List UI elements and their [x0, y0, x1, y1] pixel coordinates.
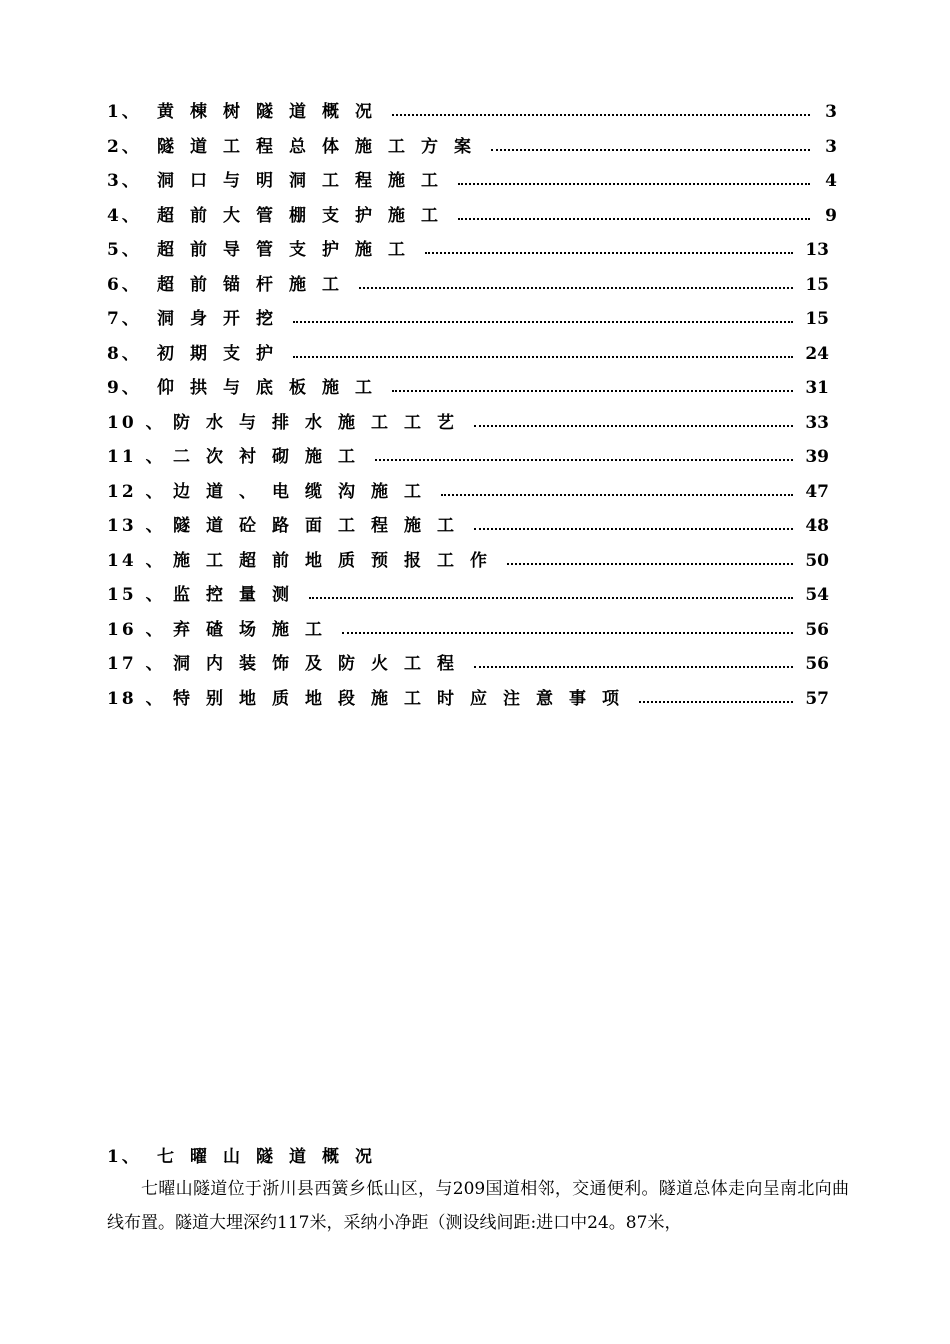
toc-entry-page: 24: [805, 343, 829, 364]
toc-leader-dots: [293, 321, 793, 323]
body-text: 七曜山隧道位于浙川县西簧乡低山区，与209国道相邻，交通便利。隧道总体走向呈南北向曲线布置。隧道大埋深约117米，采纳小净距（测设线间距:进口中24。87米，: [107, 1179, 849, 1233]
toc-entry-page: 13: [805, 240, 829, 260]
toc-entry-number: 1、: [107, 102, 142, 122]
toc-entry-number: 17 、: [107, 654, 166, 674]
toc-entry-page: 9: [825, 205, 837, 226]
toc-entry-number: 12 、: [107, 481, 166, 502]
section-heading: [107, 1140, 388, 1174]
toc-leader-dots: [425, 252, 793, 254]
toc-entry-page: 56: [805, 619, 829, 640]
toc-entry-page: 15: [805, 274, 829, 295]
toc-leader-dots: [392, 114, 810, 116]
toc-entry-number: 15 、: [107, 585, 166, 605]
toc-leader-dots: [392, 390, 793, 392]
toc-leader-dots: [458, 183, 810, 185]
toc-leader-dots: [309, 597, 793, 599]
toc-entry-title: 施工超前地质预报工作: [173, 550, 503, 571]
toc-entry-page: 33: [805, 412, 829, 433]
toc-leader-dots: [458, 218, 810, 220]
toc-entry-title: 仰拱与底板施工: [157, 378, 388, 398]
toc-entry-title: 初期支护: [157, 343, 289, 364]
toc-entry-title: 监控量测: [173, 585, 305, 605]
toc-entry-title: 超前锚杆施工: [157, 274, 355, 295]
toc-entry-title: 隧道砼路面工程施工: [173, 516, 470, 536]
toc-entry-number: 5、: [107, 240, 142, 260]
toc-entry-title: 二次衬砌施工: [173, 447, 371, 467]
toc-entry-number: 11 、: [107, 447, 166, 467]
toc-leader-dots: [359, 287, 793, 289]
toc-entry-number: 16 、: [107, 619, 166, 640]
toc-entry-page: 39: [805, 447, 829, 467]
toc-entry-number: 6、: [107, 274, 142, 295]
toc-entry-title: 弃碴场施工: [173, 619, 338, 640]
section-title: 七曜山隧道概况: [157, 1147, 388, 1167]
toc-leader-dots: [507, 563, 793, 565]
toc-entry-number: 4、: [107, 205, 142, 226]
toc-leader-dots: [474, 528, 793, 530]
toc-leader-dots: [375, 459, 793, 461]
toc-entry-title: 黄棟树隧道概况: [157, 102, 388, 122]
toc-entry-number: 14 、: [107, 550, 166, 571]
toc-leader-dots: [342, 632, 793, 634]
toc-entry-page: 57: [805, 688, 829, 709]
body-paragraph: [107, 1172, 849, 1240]
toc-entry-title: 洞身开挖: [157, 309, 289, 329]
toc-entry-page: 31: [805, 378, 829, 398]
toc-entry-number: 18 、: [107, 688, 166, 709]
toc-entry-number: 2、: [107, 136, 142, 157]
toc-entry-title: 边道、电缆沟施工: [173, 481, 437, 502]
toc-leader-dots: [293, 356, 793, 358]
toc-leader-dots: [474, 425, 793, 427]
toc-entry-page: 56: [805, 654, 829, 674]
toc-leader-dots: [441, 494, 793, 496]
toc-entry-number: 3、: [107, 171, 142, 191]
toc-entry-title: 洞口与明洞工程施工: [157, 171, 454, 191]
toc-entry-page: 47: [805, 481, 829, 502]
toc-entry-page: 54: [805, 585, 829, 605]
toc-entry-number: 8、: [107, 343, 142, 364]
section-number: 1、: [107, 1147, 142, 1167]
toc-leader-dots: [639, 701, 793, 703]
toc-entry-page: 4: [825, 171, 837, 191]
toc-entry-title: 超前大管棚支护施工: [157, 205, 454, 226]
toc-entry-page: 3: [825, 136, 837, 157]
toc-entry-page: 50: [805, 550, 829, 571]
toc-entry-title: 超前导管支护施工: [157, 240, 421, 260]
toc-leader-dots: [474, 666, 793, 668]
toc-entry-number: 13 、: [107, 516, 166, 536]
toc-entry-title: 洞内装饰及防火工程: [173, 654, 470, 674]
toc-entry-number: 9、: [107, 378, 142, 398]
toc-entry-number: 10 、: [107, 412, 166, 433]
toc-entry-number: 7、: [107, 309, 142, 329]
toc-entry-page: 3: [825, 102, 837, 122]
toc-entry-title: 防水与排水施工工艺: [173, 412, 470, 433]
toc-entry-page: 48: [805, 516, 829, 536]
toc-leader-dots: [491, 149, 810, 151]
toc-entry-title: 特别地质地段施工时应注意事项: [173, 688, 635, 709]
toc-entry-title: 隧道工程总体施工方案: [157, 136, 487, 157]
toc-entry-page: 15: [805, 309, 829, 329]
